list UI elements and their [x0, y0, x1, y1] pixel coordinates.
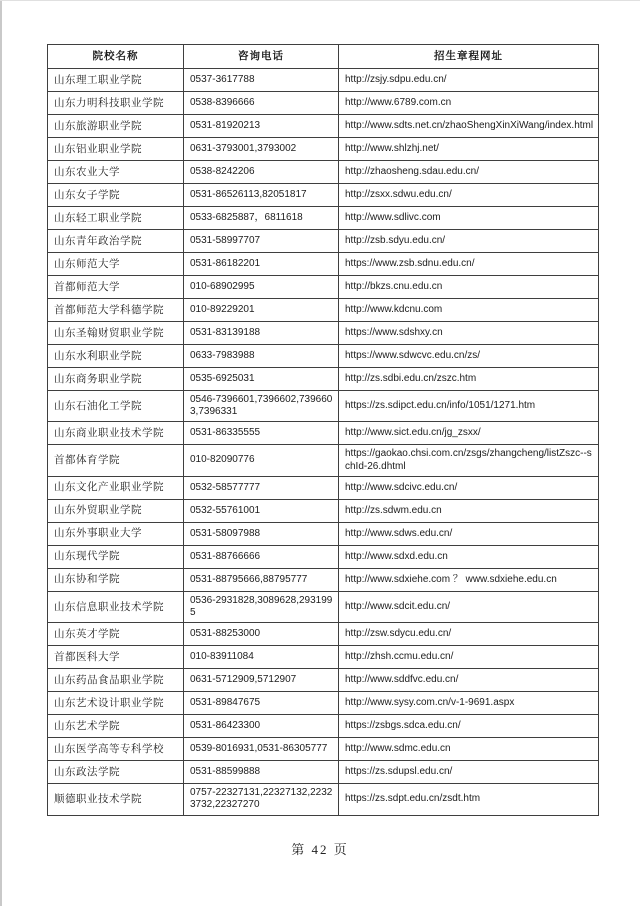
url-cell: http://www.6789.com.cn: [339, 92, 599, 115]
phone-cell: 010-82090776: [184, 445, 339, 476]
url-cell: http://zsw.sdycu.edu.cn/: [339, 623, 599, 646]
institution-name-cell: 山东外事职业大学: [48, 522, 184, 545]
url-cell: http://www.sict.edu.cn/jg_zsxx/: [339, 422, 599, 445]
table-row: [48, 368, 599, 391]
table-row: [48, 322, 599, 345]
phone-cell: 0531-88599888: [184, 761, 339, 784]
url-cell: https://zs.sdupsl.edu.cn/: [339, 761, 599, 784]
url-cell: http://zsxx.sdwu.edu.cn/: [339, 184, 599, 207]
url-cell: http://www.sdmc.edu.cn: [339, 738, 599, 761]
table-row: [48, 761, 599, 784]
phone-cell: 010-83911084: [184, 646, 339, 669]
table-row: [48, 391, 599, 422]
phone-cell: 0531-81920213: [184, 115, 339, 138]
url-cell: http://www.sdcivc.edu.cn/: [339, 476, 599, 499]
phone-cell: 0535-6925031: [184, 368, 339, 391]
table-row: [48, 299, 599, 322]
institution-name-cell: 山东轻工职业学院: [48, 207, 184, 230]
table-row: [48, 568, 599, 591]
table-body: [48, 69, 599, 816]
table-row: [48, 784, 599, 815]
phone-cell: 0531-83139188: [184, 322, 339, 345]
phone-cell: 0531-86182201: [184, 253, 339, 276]
table-row: [48, 253, 599, 276]
institution-name-cell: 山东现代学院: [48, 545, 184, 568]
phone-cell: 0531-86335555: [184, 422, 339, 445]
institution-name-cell: 山东文化产业职业学院: [48, 476, 184, 499]
institution-name-cell: 山东旅游职业学院: [48, 115, 184, 138]
admissions-contact-table: [47, 44, 599, 816]
phone-cell: 0532-55761001: [184, 499, 339, 522]
url-cell: http://www.sdlivc.com: [339, 207, 599, 230]
institution-name-cell: 山东艺术设计职业学院: [48, 692, 184, 715]
url-cell: https://gaokao.chsi.com.cn/zsgs/zhangcheng/listZszc--schId-26.dhtml: [339, 445, 599, 476]
institution-name-cell: 山东水利职业学院: [48, 345, 184, 368]
table-row: [48, 715, 599, 738]
url-cell: http://www.sdxiehe.com ？ www.sdxiehe.edu.cn: [339, 568, 599, 591]
institution-name-cell: 首都师范大学: [48, 276, 184, 299]
table-row: [48, 445, 599, 476]
table-row: [48, 115, 599, 138]
phone-cell: 0546-7396601,7396602,7396603,7396331: [184, 391, 339, 422]
page-edge-shading: [0, 0, 2, 906]
institution-name-cell: 首都医科大学: [48, 646, 184, 669]
table-header: [48, 45, 599, 69]
table-row: [48, 276, 599, 299]
institution-name-cell: 山东力明科技职业学院: [48, 92, 184, 115]
phone-cell: 0631-5712909,5712907: [184, 669, 339, 692]
phone-cell: 0531-89847675: [184, 692, 339, 715]
institution-name-cell: 顺德职业技术学院: [48, 784, 184, 815]
phone-cell: 010-89229201: [184, 299, 339, 322]
institution-name-cell: 山东医学高等专科学校: [48, 738, 184, 761]
institution-name-cell: 山东女子学院: [48, 184, 184, 207]
phone-cell: 0539-8016931,0531-86305777: [184, 738, 339, 761]
url-cell: http://www.sdts.net.cn/zhaoShengXinXiWang/index.html: [339, 115, 599, 138]
url-cell: http://www.shlzhj.net/: [339, 138, 599, 161]
url-cell: https://zs.sdpt.edu.cn/zsdt.htm: [339, 784, 599, 815]
page-number: 第 42 页: [291, 842, 349, 857]
phone-cell: 0537-3617788: [184, 69, 339, 92]
table-row: [48, 646, 599, 669]
table-row: [48, 476, 599, 499]
url-cell: http://www.sysy.com.cn/v-1-9691.aspx: [339, 692, 599, 715]
url-cell: http://www.sdcit.edu.cn/: [339, 591, 599, 622]
column-header-institution: 院校名称: [48, 45, 184, 69]
phone-cell: 0531-86526113,82051817: [184, 184, 339, 207]
table-row: [48, 92, 599, 115]
phone-cell: 0631-3793001,3793002: [184, 138, 339, 161]
phone-cell: 0531-58097988: [184, 522, 339, 545]
phone-cell: 0531-88795666,88795777: [184, 568, 339, 591]
phone-cell: 0633-7983988: [184, 345, 339, 368]
institution-name-cell: 山东石油化工学院: [48, 391, 184, 422]
phone-cell: 0538-8242206: [184, 161, 339, 184]
table-row: [48, 499, 599, 522]
institution-name-cell: 山东青年政治学院: [48, 230, 184, 253]
institution-name-cell: 首都体育学院: [48, 445, 184, 476]
institution-name-cell: 山东圣翰财贸职业学院: [48, 322, 184, 345]
institution-name-cell: 山东协和学院: [48, 568, 184, 591]
phone-cell: 0538-8396666: [184, 92, 339, 115]
institution-name-cell: 山东药品食品职业学院: [48, 669, 184, 692]
institution-name-cell: 山东师范大学: [48, 253, 184, 276]
phone-cell: 0536-2931828,3089628,2931995: [184, 591, 339, 622]
column-header-phone: 咨询电话: [184, 45, 339, 69]
institution-name-cell: 山东商业职业技术学院: [48, 422, 184, 445]
institution-name-cell: 山东信息职业技术学院: [48, 591, 184, 622]
phone-cell: 010-68902995: [184, 276, 339, 299]
phone-cell: 0532-58577777: [184, 476, 339, 499]
column-header-url: 招生章程网址: [339, 45, 599, 69]
header-row: [48, 45, 599, 69]
url-cell: https://zs.sdipct.edu.cn/info/1051/1271.htm: [339, 391, 599, 422]
phone-cell: 0531-88253000: [184, 623, 339, 646]
table-row: [48, 669, 599, 692]
table-row: [48, 522, 599, 545]
table-row: [48, 623, 599, 646]
url-cell: http://zsb.sdyu.edu.cn/: [339, 230, 599, 253]
url-cell: http://zs.sdbi.edu.cn/zszc.htm: [339, 368, 599, 391]
url-cell: http://www.sdws.edu.cn/: [339, 522, 599, 545]
institution-name-cell: 山东艺术学院: [48, 715, 184, 738]
url-cell: http://www.sddfvc.edu.cn/: [339, 669, 599, 692]
url-cell: http://bkzs.cnu.edu.cn: [339, 276, 599, 299]
institution-name-cell: 山东农业大学: [48, 161, 184, 184]
phone-cell: 0531-86423300: [184, 715, 339, 738]
table-row: [48, 207, 599, 230]
phone-cell: 0531-58997707: [184, 230, 339, 253]
phone-cell: 0533-6825887，6811618: [184, 207, 339, 230]
table-row: [48, 738, 599, 761]
institution-name-cell: 山东外贸职业学院: [48, 499, 184, 522]
url-cell: http://zhsh.ccmu.edu.cn/: [339, 646, 599, 669]
url-cell: https://www.sdwcvc.edu.cn/zs/: [339, 345, 599, 368]
institution-name-cell: 山东英才学院: [48, 623, 184, 646]
table-row: [48, 161, 599, 184]
institution-name-cell: 首都师范大学科德学院: [48, 299, 184, 322]
table-row: [48, 345, 599, 368]
table-row: [48, 692, 599, 715]
url-cell: https://zsbgs.sdca.edu.cn/: [339, 715, 599, 738]
institution-name-cell: 山东政法学院: [48, 761, 184, 784]
institution-name-cell: 山东商务职业学院: [48, 368, 184, 391]
url-cell: https://www.sdshxy.cn: [339, 322, 599, 345]
url-cell: http://www.kdcnu.com: [339, 299, 599, 322]
url-cell: http://zsjy.sdpu.edu.cn/: [339, 69, 599, 92]
phone-cell: 0531-88766666: [184, 545, 339, 568]
table-row: [48, 69, 599, 92]
institution-name-cell: 山东理工职业学院: [48, 69, 184, 92]
table-row: [48, 545, 599, 568]
url-cell: http://zs.sdwm.edu.cn: [339, 499, 599, 522]
table-row: [48, 184, 599, 207]
page-edge-shading-top: [0, 0, 640, 1]
institution-name-cell: 山东铝业职业学院: [48, 138, 184, 161]
table-row: [48, 138, 599, 161]
url-cell: http://zhaosheng.sdau.edu.cn/: [339, 161, 599, 184]
url-cell: https://www.zsb.sdnu.edu.cn/: [339, 253, 599, 276]
table-row: [48, 422, 599, 445]
url-cell: http://www.sdxd.edu.cn: [339, 545, 599, 568]
phone-cell: 0757-22327131,22327132,22323732,22327270: [184, 784, 339, 815]
table-row: [48, 591, 599, 622]
table-row: [48, 230, 599, 253]
